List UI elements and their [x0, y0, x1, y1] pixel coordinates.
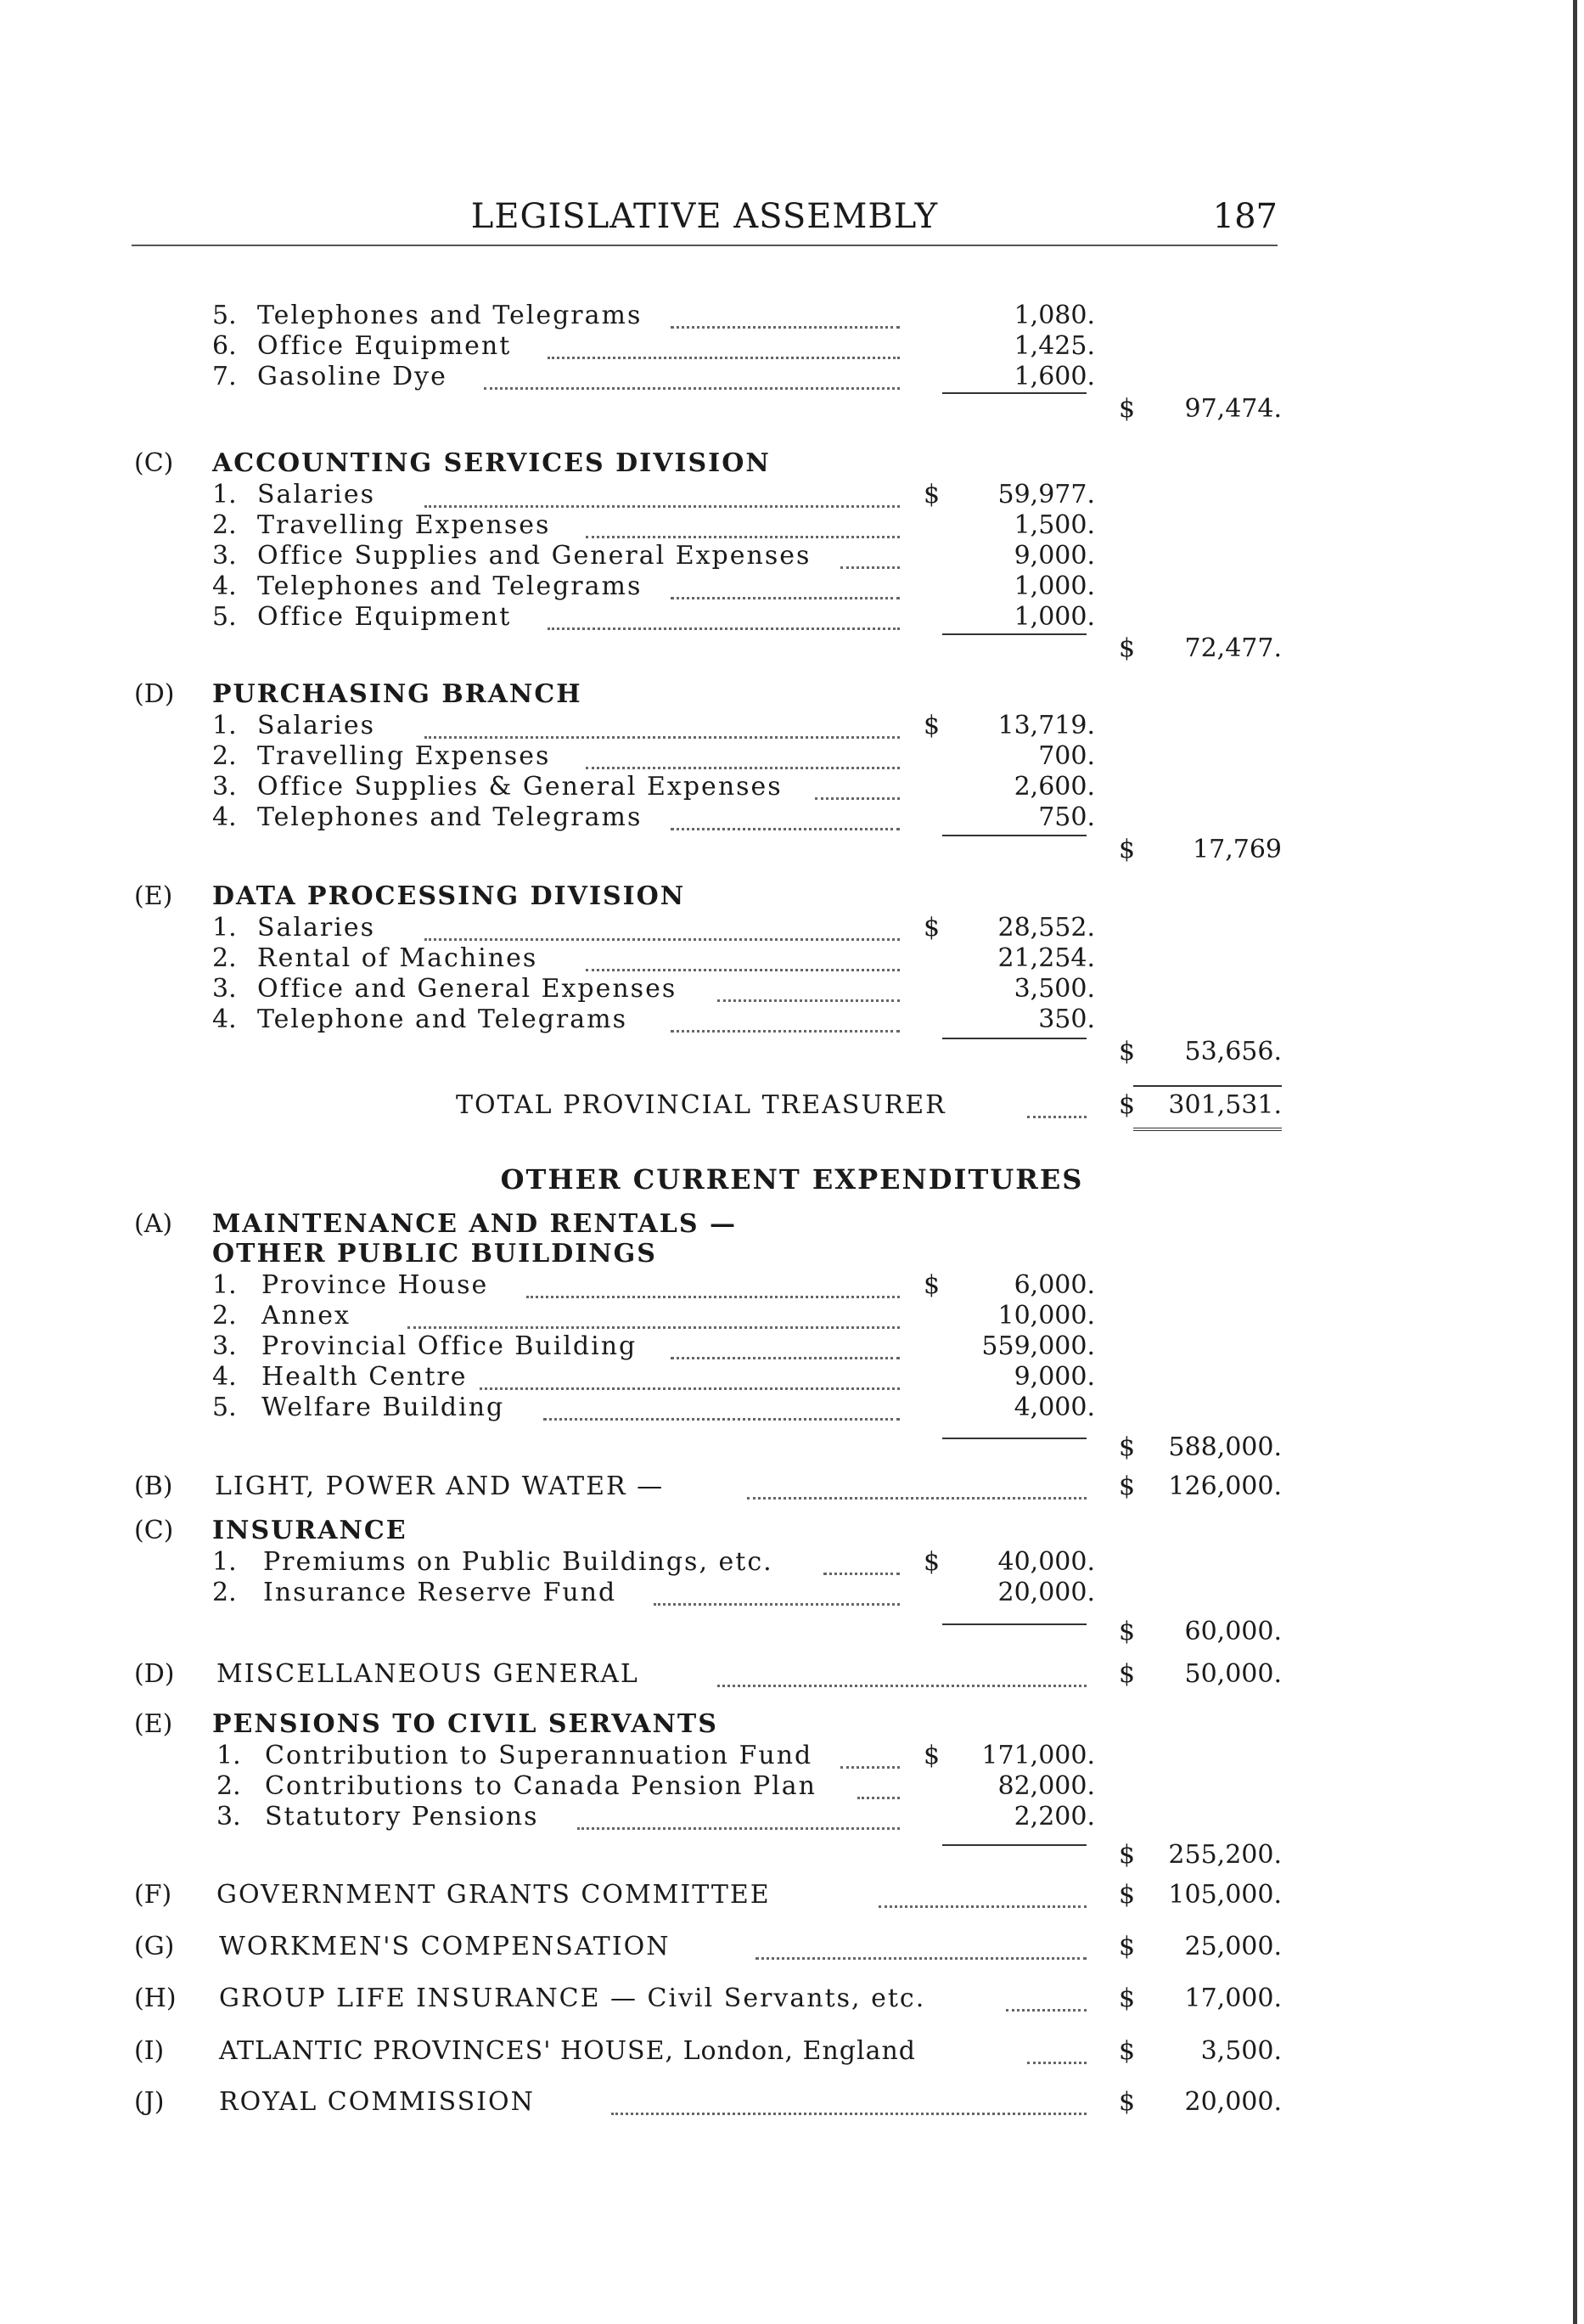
item-number: 4.	[212, 802, 237, 832]
grand-total-row	[0, 1090, 1584, 1121]
item-label: LIGHT, POWER AND WATER —	[215, 1471, 665, 1501]
line-item	[0, 480, 1584, 510]
dollar-sign: $	[924, 1270, 941, 1300]
leader-dots	[548, 331, 900, 359]
item-amount: 20,000.	[997, 1578, 1095, 1607]
item-number: 6.	[212, 331, 237, 361]
line-item	[0, 1362, 1584, 1393]
single-line-item	[0, 2087, 1584, 2118]
dollar-sign: $	[924, 711, 941, 740]
dollar-sign: $	[1119, 633, 1136, 663]
leader-dots	[1027, 1090, 1087, 1118]
leader-dots	[1027, 2036, 1087, 2064]
subtotal-amount: 588,000.	[1168, 1432, 1282, 1462]
item-label: Telephones and Telegrams	[257, 301, 643, 330]
leader-dots	[526, 1270, 900, 1298]
leader-dots	[671, 1004, 900, 1033]
leader-dots	[484, 362, 900, 390]
dollar-sign: $	[1119, 1037, 1136, 1066]
section-heading	[0, 881, 1584, 912]
item-number: 2.	[212, 943, 237, 973]
item-label: Office and General Expenses	[257, 974, 677, 1004]
single-line-item	[0, 1932, 1584, 1962]
line-item	[0, 1771, 1584, 1802]
subtotal-amount: 17,769	[1193, 835, 1282, 864]
section-letter: (B)	[134, 1471, 173, 1501]
single-line-item	[0, 1880, 1584, 1910]
item-number: 5.	[212, 602, 237, 632]
item-amount: 1,000.	[1014, 602, 1095, 632]
leader-dots	[671, 571, 900, 599]
item-number: 2.	[212, 741, 237, 771]
leader-dots	[611, 2087, 1087, 2115]
section-heading	[0, 1209, 1584, 1240]
leader-dots	[654, 1578, 900, 1606]
section-heading	[0, 448, 1584, 479]
leader-dots	[424, 711, 900, 739]
item-amount: 3,500.	[1014, 974, 1095, 1004]
item-number: 1.	[212, 711, 237, 740]
item-label: Office Equipment	[257, 602, 512, 632]
dollar-sign: $	[1119, 2087, 1136, 2117]
item-amount: 2,200.	[1014, 1802, 1095, 1832]
item-amount: 750.	[1038, 802, 1095, 832]
leader-dots	[717, 974, 900, 1002]
leader-dots	[671, 1331, 900, 1359]
item-amount: 2,600.	[1014, 772, 1095, 802]
item-label: Office Supplies & General Expenses	[257, 772, 783, 802]
item-label: ROYAL COMMISSION	[219, 2087, 535, 2117]
line-item	[0, 602, 1584, 633]
leader-dots	[717, 1659, 1087, 1687]
item-amount: 350.	[1038, 1004, 1095, 1034]
section-letter: (D)	[134, 1659, 175, 1689]
item-label: Office Supplies and General Expenses	[257, 541, 812, 571]
section-letter: (E)	[134, 881, 173, 911]
leader-dots	[879, 1880, 1087, 1908]
item-label: Annex	[261, 1301, 351, 1331]
item-number: 4.	[212, 571, 237, 601]
dollar-sign: $	[924, 913, 941, 943]
dollar-sign: $	[1119, 394, 1136, 424]
section-heading	[0, 679, 1584, 710]
line-item	[0, 974, 1584, 1004]
subtotal-row	[0, 1423, 1584, 1462]
subtotal-row	[0, 633, 1584, 664]
dollar-sign: $	[1119, 1471, 1136, 1501]
item-amount: 105,000.	[1168, 1880, 1282, 1910]
item-amount: 59,977.	[997, 480, 1095, 509]
leader-dots	[407, 1301, 900, 1329]
leader-dots	[586, 943, 900, 971]
item-label: Telephones and Telegrams	[257, 571, 643, 601]
item-label: MISCELLANEOUS GENERAL	[216, 1659, 639, 1689]
item-label: Telephones and Telegrams	[257, 802, 643, 832]
line-item	[0, 301, 1584, 331]
subtotal-amount: 72,477.	[1184, 633, 1282, 663]
section-title: PENSIONS TO CIVIL SERVANTS	[212, 1709, 718, 1739]
item-label: ATLANTIC PROVINCES' HOUSE, London, England	[219, 2036, 916, 2066]
section-letter: (G)	[134, 1932, 175, 1961]
item-amount: 20,000.	[1184, 2087, 1282, 2117]
section-letter: (I)	[134, 2036, 165, 2066]
item-label: Health Centre	[261, 1362, 468, 1392]
item-label: GROUP LIFE INSURANCE — Civil Servants, etc.	[219, 1984, 926, 2013]
leader-dots	[755, 1932, 1087, 1960]
single-line-item	[0, 1984, 1584, 2014]
dollar-sign: $	[1119, 1984, 1136, 2013]
item-amount: 17,000.	[1184, 1984, 1282, 2013]
item-amount: 4,000.	[1014, 1393, 1095, 1422]
leader-dots	[815, 772, 900, 800]
grand-total-label: TOTAL PROVINCIAL TREASURER	[456, 1090, 946, 1120]
item-amount: 1,600.	[1014, 362, 1095, 391]
item-amount: 9,000.	[1014, 1362, 1095, 1392]
item-label: Province House	[261, 1270, 489, 1300]
single-line-item	[0, 1659, 1584, 1690]
item-number: 4.	[212, 1004, 237, 1034]
other-expenditures-heading: OTHER CURRENT EXPENDITURES	[500, 1163, 1084, 1196]
section-title: MAINTENANCE AND RENTALS —	[212, 1209, 737, 1239]
subtotal-row	[0, 835, 1584, 865]
leader-dots	[424, 480, 900, 508]
leader-dots	[840, 1741, 900, 1769]
line-item	[0, 741, 1584, 772]
leader-dots	[1006, 1984, 1087, 2012]
item-number: 5.	[212, 1393, 237, 1422]
single-line-item	[0, 2036, 1584, 2067]
item-label: Insurance Reserve Fund	[263, 1578, 617, 1607]
double-rule	[1133, 1128, 1282, 1131]
total-rule	[1133, 1085, 1282, 1087]
dollar-sign: $	[1119, 1432, 1136, 1462]
line-item	[0, 331, 1584, 362]
dollar-sign: $	[924, 1547, 941, 1577]
leader-dots	[840, 541, 900, 569]
item-amount: 1,080.	[1014, 301, 1095, 330]
leader-dots	[586, 741, 900, 769]
section-letter: (H)	[134, 1984, 177, 2013]
item-label: Premiums on Public Buildings, etc.	[263, 1547, 773, 1577]
item-number: 1.	[212, 1270, 237, 1300]
leader-dots	[671, 301, 900, 329]
line-item	[0, 1802, 1584, 1832]
item-label: Salaries	[257, 711, 376, 740]
leader-dots	[543, 1393, 900, 1421]
item-label: Salaries	[257, 480, 376, 509]
page-header	[132, 194, 1278, 246]
subtotal-row	[0, 1037, 1584, 1067]
subtotal-amount: 60,000.	[1184, 1617, 1282, 1646]
item-number: 2.	[212, 510, 237, 540]
line-item	[0, 1578, 1584, 1608]
line-item	[0, 1331, 1584, 1362]
item-amount: 1,000.	[1014, 571, 1095, 601]
item-label: Office Equipment	[257, 331, 512, 361]
line-item	[0, 362, 1584, 392]
item-amount: 559,000.	[981, 1331, 1095, 1361]
item-amount: 40,000.	[997, 1547, 1095, 1577]
item-label: Statutory Pensions	[265, 1802, 539, 1832]
item-number: 4.	[212, 1362, 237, 1392]
line-item	[0, 802, 1584, 833]
item-amount: 82,000.	[997, 1771, 1095, 1801]
section-letter: (C)	[134, 448, 174, 478]
dollar-sign: $	[924, 1741, 941, 1770]
item-number: 1.	[216, 1741, 241, 1770]
dollar-sign: $	[924, 480, 941, 509]
item-number: 7.	[212, 362, 237, 391]
item-label: GOVERNMENT GRANTS COMMITTEE	[216, 1880, 771, 1910]
item-label: Provincial Office Building	[261, 1331, 638, 1361]
section-title: DATA PROCESSING DIVISION	[212, 881, 686, 911]
single-line-item	[0, 1471, 1584, 1502]
section-title: ACCOUNTING SERVICES DIVISION	[212, 448, 771, 478]
subtotal-row	[0, 394, 1584, 425]
leader-dots	[586, 510, 900, 538]
line-item	[0, 1270, 1584, 1301]
item-number: 3.	[212, 772, 237, 802]
item-number: 5.	[212, 301, 237, 330]
section-title: PURCHASING BRANCH	[212, 679, 582, 709]
item-label: Salaries	[257, 913, 376, 943]
item-label: Contributions to Canada Pension Plan	[265, 1771, 817, 1801]
line-item	[0, 772, 1584, 802]
section-letter: (F)	[134, 1880, 172, 1910]
item-label: Travelling Expenses	[257, 741, 551, 771]
section-title: INSURANCE	[212, 1516, 407, 1545]
line-item	[0, 711, 1584, 741]
subtotal-amount: 97,474.	[1184, 394, 1282, 424]
item-amount: 21,254.	[997, 943, 1095, 973]
item-number: 1.	[212, 913, 237, 943]
line-item	[0, 510, 1584, 541]
leader-dots	[424, 913, 900, 941]
item-number: 3.	[212, 541, 237, 571]
item-amount: 1,500.	[1014, 510, 1095, 540]
item-label: Travelling Expenses	[257, 510, 551, 540]
section-letter: (J)	[134, 2087, 165, 2117]
item-label: Telephone and Telegrams	[257, 1004, 627, 1034]
subtotal-amount: 255,200.	[1168, 1840, 1282, 1870]
item-label: Gasoline Dye	[257, 362, 447, 391]
item-amount: 1,425.	[1014, 331, 1095, 361]
page-title: LEGISLATIVE ASSEMBLY	[470, 197, 939, 236]
line-item	[0, 571, 1584, 602]
leader-dots	[857, 1771, 900, 1799]
dollar-sign: $	[1119, 1090, 1136, 1120]
subtotal-amount: 53,656.	[1184, 1037, 1282, 1066]
leader-dots	[577, 1802, 900, 1830]
leader-dots	[548, 602, 900, 630]
line-item	[0, 1004, 1584, 1035]
item-number: 3.	[216, 1802, 241, 1832]
leader-dots	[747, 1471, 1087, 1500]
item-amount: 126,000.	[1168, 1471, 1282, 1501]
item-number: 3.	[212, 1331, 237, 1361]
item-amount: 28,552.	[997, 913, 1095, 943]
section-letter: (C)	[134, 1516, 174, 1545]
item-label: Contribution to Superannuation Fund	[265, 1741, 813, 1770]
dollar-sign: $	[1119, 835, 1136, 864]
item-label: WORKMEN'S COMPENSATION	[219, 1932, 671, 1961]
item-amount: 50,000.	[1184, 1659, 1282, 1689]
item-number: 1.	[212, 480, 237, 509]
grand-total-amount: 301,531.	[1168, 1090, 1282, 1120]
item-number: 2.	[216, 1771, 241, 1801]
item-amount: 13,719.	[997, 711, 1095, 740]
item-amount: 9,000.	[1014, 541, 1095, 571]
item-number: 2.	[212, 1301, 237, 1331]
item-amount: 171,000.	[981, 1741, 1095, 1770]
section-letter: (D)	[134, 679, 175, 709]
line-item	[0, 1547, 1584, 1578]
section-letter: (A)	[134, 1209, 173, 1239]
item-amount: 700.	[1038, 741, 1095, 771]
dollar-sign: $	[1119, 1932, 1136, 1961]
subtotal-row	[0, 1607, 1584, 1646]
item-number: 3.	[212, 974, 237, 1004]
dollar-sign: $	[1119, 1840, 1136, 1870]
line-item	[0, 913, 1584, 943]
leader-dots	[823, 1547, 900, 1575]
item-label: Rental of Machines	[257, 943, 538, 973]
line-item	[0, 1393, 1584, 1423]
item-amount: 25,000.	[1184, 1932, 1282, 1961]
dollar-sign: $	[1119, 1617, 1136, 1646]
section-letter: (E)	[134, 1709, 173, 1739]
line-item	[0, 541, 1584, 571]
item-number: 2.	[212, 1578, 237, 1607]
item-amount: 3,500.	[1200, 2036, 1282, 2066]
leader-dots	[480, 1362, 900, 1390]
item-amount: 6,000.	[1014, 1270, 1095, 1300]
line-item	[0, 943, 1584, 974]
dollar-sign: $	[1119, 2036, 1136, 2066]
section-heading	[0, 1516, 1584, 1546]
subtotal-row	[0, 1830, 1584, 1870]
item-number: 1.	[212, 1547, 237, 1577]
page-number: 187	[1212, 197, 1278, 236]
dollar-sign: $	[1119, 1880, 1136, 1910]
line-item	[0, 1301, 1584, 1331]
line-item	[0, 1741, 1584, 1771]
section-title: OTHER PUBLIC BUILDINGS	[212, 1239, 657, 1269]
section-heading-continued	[0, 1239, 1584, 1269]
item-amount: 10,000.	[997, 1301, 1095, 1331]
item-label: Welfare Building	[261, 1393, 505, 1422]
leader-dots	[671, 802, 900, 830]
dollar-sign: $	[1119, 1659, 1136, 1689]
section-heading	[0, 1709, 1584, 1740]
